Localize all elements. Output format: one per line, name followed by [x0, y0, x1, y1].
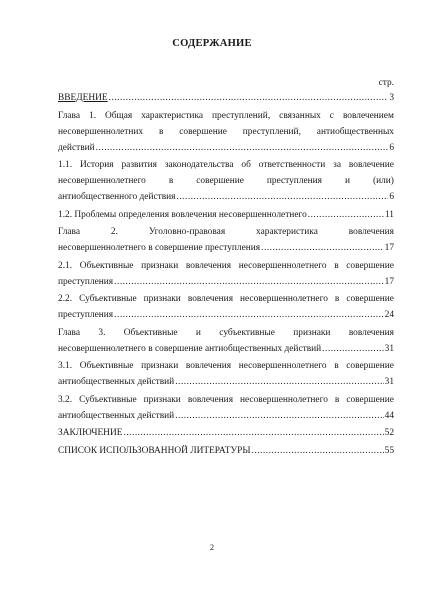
toc-word: вовлечения: [348, 327, 394, 338]
toc-word: вовлечением: [342, 110, 394, 121]
toc-entry-line: [58, 358, 394, 374]
toc-word: признаки: [293, 327, 331, 338]
toc-entry-line: [58, 258, 394, 274]
toc-word: характеристика: [141, 110, 204, 121]
toc-word: Общая: [105, 110, 133, 121]
toc-word: вовлечения: [348, 227, 394, 237]
dot-leader: [175, 408, 383, 424]
dot-leader: [114, 274, 384, 290]
toc-entry-last-line: [58, 443, 394, 459]
toc-entry-line: [58, 291, 394, 307]
toc-word: характеристика: [256, 227, 318, 237]
toc-page-number: 52: [384, 428, 394, 438]
toc-entry[interactable]: [58, 108, 394, 156]
toc-word: 2.2.: [58, 294, 73, 304]
toc-page-number: 3: [389, 93, 394, 103]
toc-entry-line: [58, 173, 394, 189]
toc-page-number: 11: [384, 209, 394, 220]
toc-word: признаки: [143, 394, 181, 405]
toc-word: об: [241, 160, 251, 170]
toc-entry-last-line: [58, 240, 394, 256]
toc-word: в: [168, 176, 174, 186]
toc-word: за: [333, 160, 341, 170]
toc-word: История: [79, 160, 114, 170]
toc-entry[interactable]: [58, 425, 394, 441]
dot-leader: [176, 189, 388, 205]
toc-page-number: 31: [384, 343, 394, 354]
toc-word: связанных: [279, 110, 321, 121]
dot-leader: [96, 140, 389, 156]
toc-entry-title: преступления: [58, 310, 114, 320]
toc-word: вовлечения: [187, 294, 234, 304]
toc-entry[interactable]: [58, 325, 394, 357]
toc-entry-line: [58, 157, 394, 173]
toc-word: совершение: [346, 260, 394, 271]
toc-word: преступлений,: [212, 110, 271, 121]
toc-word: Глава: [58, 327, 81, 338]
toc-page-number: 31: [384, 377, 394, 387]
toc-entry-title: действий: [58, 142, 95, 153]
toc-word: в: [334, 260, 339, 271]
toc-entry-line: [58, 392, 394, 408]
toc-entry-title: несовершеннолетнего в совершение антиобщественных действий: [58, 343, 322, 354]
toc-page-number: 17: [384, 243, 394, 253]
toc-word: Объективные: [123, 327, 178, 338]
toc-word: антиобщественных: [316, 126, 394, 137]
toc-entry[interactable]: [58, 258, 394, 290]
toc-entry[interactable]: [58, 443, 394, 459]
toc-word: Уголовно-правовая: [148, 227, 226, 237]
toc-word: несовершеннолетнего: [240, 294, 328, 304]
toc-entry-title: преступления: [58, 276, 114, 287]
toc-word: вовлечения: [185, 260, 232, 271]
toc-word: признаки: [141, 361, 179, 371]
dot-leader: [322, 341, 383, 357]
toc-entry-line: [58, 108, 394, 124]
toc-word: 2.1.: [58, 260, 73, 271]
toc-entry-last-line: [58, 307, 394, 323]
toc-entry-last-line: [58, 408, 394, 424]
dot-leader: [308, 207, 384, 223]
toc-page-number: 44: [384, 410, 394, 421]
toc-word: несовершеннолетнего: [238, 361, 327, 371]
toc-entry-last-line: [58, 425, 394, 441]
toc-word: 1.1.: [58, 160, 73, 170]
toc-entry[interactable]: [58, 90, 394, 106]
toc-entry-last-line: [58, 189, 394, 205]
toc-word: в: [158, 126, 164, 137]
toc-page-number: 6: [389, 142, 394, 153]
toc-entry-line: [58, 224, 394, 240]
toc-entry-title: СПИСОК ИСПОЛЬЗОВАННОЙ ЛИТЕРАТУРЫ: [58, 445, 251, 456]
toc-word: совершение: [346, 361, 394, 371]
toc-page-number: 17: [384, 276, 394, 287]
toc-word: совершение: [346, 294, 394, 304]
toc-word: 2.: [110, 227, 118, 237]
toc-page-number: 55: [384, 445, 394, 456]
toc-entry-title: антиобщественных действий: [58, 410, 175, 421]
toc-word: и: [344, 176, 350, 186]
toc-word: 3.1.: [58, 361, 73, 371]
toc-entry-line: [58, 124, 394, 140]
toc-entry[interactable]: [58, 358, 394, 390]
toc-title: СОДЕРЖАНИЕ: [172, 38, 252, 49]
toc-word: в: [334, 361, 339, 371]
toc-word: совершение: [196, 176, 244, 186]
toc-word: несовершеннолетнего: [58, 176, 146, 186]
toc-entry[interactable]: [58, 157, 394, 205]
dot-leader: [123, 425, 383, 441]
toc-entry-line: [58, 325, 394, 341]
toc-entry-last-line: [58, 140, 394, 156]
toc-word: Субъективные: [79, 394, 137, 405]
toc-word: ответственности: [258, 160, 326, 170]
dot-leader: [261, 240, 384, 256]
toc-word: 3.: [98, 327, 106, 338]
toc-word: Субъективные: [79, 294, 137, 304]
toc-entry-last-line: [58, 274, 394, 290]
page-number: 2: [209, 542, 215, 552]
toc-page-number: 6: [389, 192, 394, 202]
toc-entry-last-line: [58, 374, 394, 390]
toc-word: в: [334, 394, 340, 405]
toc-entry-title[interactable]: ВВЕДЕНИЕ: [58, 93, 108, 103]
toc-word: признаки: [141, 260, 179, 271]
toc-word: 1.: [89, 110, 97, 121]
dot-leader: [109, 90, 389, 106]
toc-entry[interactable]: [58, 291, 394, 323]
toc-word: преступления: [266, 176, 322, 186]
toc-word: Объективные: [79, 361, 134, 371]
toc-entry-title: 1.2. Проблемы определения вовлечения несовершеннолетнего: [58, 209, 307, 220]
toc-word: совершение: [179, 126, 227, 137]
toc-word: законодательства: [164, 160, 234, 170]
toc-word: субъективные: [219, 327, 275, 338]
toc-entry-last-line: [58, 207, 394, 223]
toc-entry-last-line: [58, 341, 394, 357]
toc-page-number: 24: [384, 310, 394, 320]
toc-word: несовершеннолетних: [58, 126, 144, 137]
dot-leader: [252, 443, 384, 459]
toc-entry-title: ЗАКЛЮЧЕНИЕ: [58, 428, 123, 438]
toc-word: вовлечения: [185, 361, 232, 371]
toc-word: совершение: [346, 394, 394, 405]
dot-leader: [114, 307, 384, 323]
page-column-header: стр.: [378, 78, 394, 88]
toc-word: Объективные: [79, 260, 134, 271]
toc-word: вовлечение: [348, 160, 394, 170]
toc-word: несовершеннолетнего: [238, 260, 327, 271]
toc-word: в: [334, 294, 340, 304]
toc-entry-title: антиобщественного действия: [58, 192, 176, 202]
toc-word: 3.2.: [58, 394, 73, 405]
toc-entry-title: антиобщественных действий: [58, 377, 175, 387]
toc-entry-title: несовершеннолетнего в совершение преступления: [58, 243, 261, 253]
toc-entry[interactable]: [58, 392, 394, 424]
toc-word: несовершеннолетнего: [240, 394, 328, 405]
dot-leader: [175, 374, 383, 390]
toc-word: преступлений,: [242, 126, 301, 137]
toc-entry[interactable]: [58, 224, 394, 256]
toc-word: Глава: [58, 227, 81, 237]
toc-word: признаки: [143, 294, 181, 304]
toc-word: (или): [372, 176, 394, 186]
toc-word: Глава: [58, 110, 81, 121]
toc-word: вовлечения: [187, 394, 234, 405]
table-of-contents: [58, 76, 394, 460]
toc-entry-last-line: [58, 90, 394, 106]
toc-entry[interactable]: [58, 207, 394, 223]
toc-word: и: [195, 327, 201, 338]
toc-word: с: [329, 110, 334, 121]
toc-word: развития: [121, 160, 157, 170]
